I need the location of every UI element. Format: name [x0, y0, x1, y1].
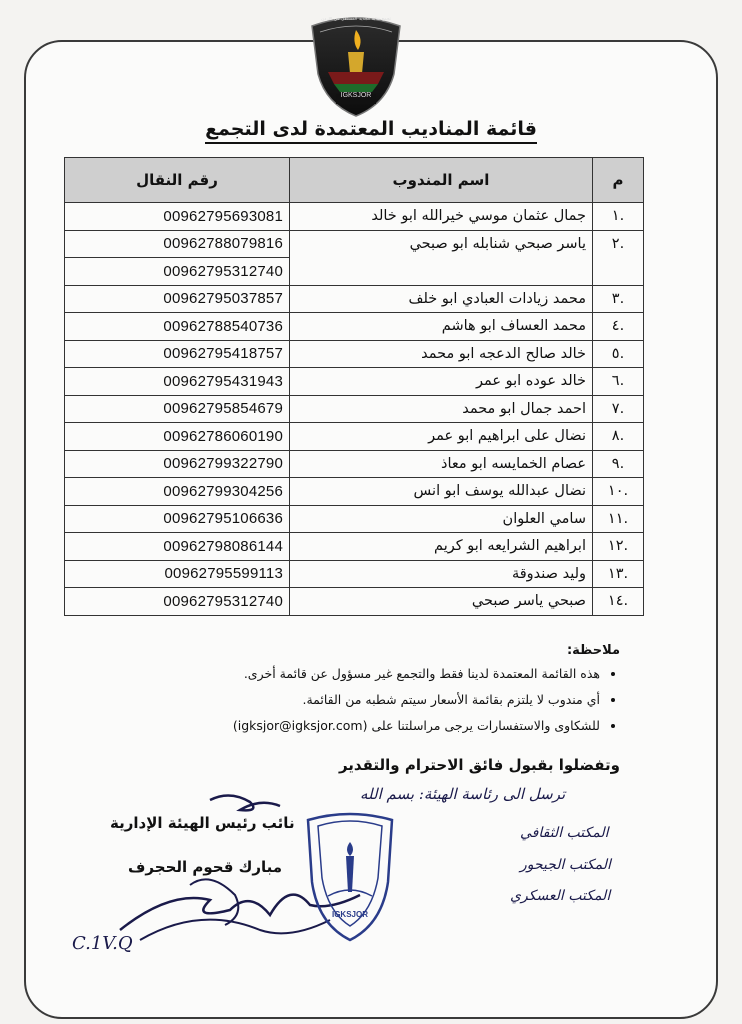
note-item: • أي مندوب لا يلتزم بقائمة الأسعار سيتم شطبه من القائمة.	[80, 692, 600, 708]
notes-title: ملاحظة:	[566, 643, 620, 658]
delegate-name: ياسر صبحي شنابله ابو صبحي	[290, 230, 593, 258]
delegate-phone: 00962795106636	[65, 505, 290, 533]
table-row	[65, 588, 644, 616]
table-row	[65, 560, 644, 588]
signatory-title: نائب رئيس الهيئة الإدارية	[110, 814, 295, 832]
row-number: .٤	[593, 313, 644, 341]
table-row	[65, 450, 644, 478]
delegate-name: محمد زيادات العبادي ابو خلف	[290, 285, 593, 313]
table-row	[65, 423, 644, 451]
table-row	[65, 505, 644, 533]
delegate-phone: 00962799304256	[65, 478, 290, 506]
table-row	[65, 340, 644, 368]
row-number: .٦	[593, 368, 644, 396]
table-row	[65, 285, 644, 313]
delegate-phone: 00962795312740	[65, 258, 290, 286]
page-title: قائمة المناديب المعتمدة لدى التجمع	[0, 118, 742, 140]
row-number: .٢	[593, 230, 644, 258]
row-number: .١٢	[593, 533, 644, 561]
delegate-name	[290, 258, 593, 286]
delegate-name: وليد صندوقة	[290, 560, 593, 588]
row-number: .٩	[593, 450, 644, 478]
delegate-phone: 00962795312740	[65, 588, 290, 616]
handwritten-line: ترسل الى رئاسة الهيئة: بسم الله	[360, 785, 566, 803]
table-row	[65, 395, 644, 423]
row-number: .١	[593, 203, 644, 231]
delegate-phone: 00962786060190	[65, 423, 290, 451]
delegate-phone: 00962795037857	[65, 285, 290, 313]
delegate-name: نضال على ابراهيم ابو عمر	[290, 423, 593, 451]
stamp-label: IGKSJOR	[331, 910, 368, 919]
handwritten-line: المكتب العسكري	[510, 888, 611, 904]
row-number: .١١	[593, 505, 644, 533]
delegate-phone: 00962799322790	[65, 450, 290, 478]
row-number	[593, 258, 644, 286]
table-row	[65, 258, 644, 286]
delegate-phone: 00962795693081	[65, 203, 290, 231]
logo-arc-text: تجمع نقابة الجديد المستقل في الاردن	[321, 17, 391, 22]
delegate-phone: 00962795599113	[65, 560, 290, 588]
signatory-name: مبارك قحوم الحجرف	[128, 858, 283, 876]
delegates-table	[64, 157, 644, 616]
delegate-name: جمال عثمان موسي خيرالله ابو خالد	[290, 203, 593, 231]
note-item: • هذه القائمة المعتمدة لدينا فقط والتجمع غير مسؤول عن قائمة أخرى.	[80, 666, 600, 682]
logo-label: IGKSJOR	[340, 92, 372, 99]
note-item: • للشكاوى والاستفسارات يرجى مراسلتنا على (igksjor@igksjor.com)	[80, 718, 600, 734]
delegate-phone: 00962788079816	[65, 230, 290, 258]
delegate-phone: 00962798086144	[65, 533, 290, 561]
delegate-name: ابراهيم الشرايعه ابو كريم	[290, 533, 593, 561]
organization-logo	[306, 12, 406, 120]
delegate-name: خالد صالح الدعجه ابو محمد	[290, 340, 593, 368]
header-name: اسم المندوب	[290, 158, 593, 203]
header-number: م	[593, 158, 644, 203]
handwritten-date: C.1V.Q	[72, 933, 133, 954]
handwritten-line: المكتب الثقافي	[520, 825, 609, 841]
row-number: .١٠	[593, 478, 644, 506]
delegate-name: خالد عوده ابو عمر	[290, 368, 593, 396]
delegate-phone: 00962795418757	[65, 340, 290, 368]
table-row	[65, 203, 644, 231]
row-number: .٧	[593, 395, 644, 423]
row-number: .١٤	[593, 588, 644, 616]
delegate-name: عصام الخمايسه ابو معاذ	[290, 450, 593, 478]
table-row	[65, 478, 644, 506]
delegate-phone: 00962795854679	[65, 395, 290, 423]
delegate-name: سامي العلوان	[290, 505, 593, 533]
table-row	[65, 313, 644, 341]
delegate-phone: 00962788540736	[65, 313, 290, 341]
table-row	[65, 368, 644, 396]
delegate-phone: 00962795431943	[65, 368, 290, 396]
handwritten-line: المكتب الجيحور	[520, 857, 611, 873]
table-row	[65, 230, 644, 258]
closing-line: وتفضلوا بقبول فائق الاحترام والتقدير	[338, 756, 620, 774]
official-stamp	[302, 812, 398, 944]
delegate-name: صبحي ياسر صبحي	[290, 588, 593, 616]
row-number: .١٣	[593, 560, 644, 588]
delegate-name: محمد العساف ابو هاشم	[290, 313, 593, 341]
delegate-name: نضال عبدالله يوسف ابو انس	[290, 478, 593, 506]
delegate-name: احمد جمال ابو محمد	[290, 395, 593, 423]
row-number: .٥	[593, 340, 644, 368]
header-phone: رقم النقال	[65, 158, 290, 203]
row-number: .٣	[593, 285, 644, 313]
table-row	[65, 533, 644, 561]
row-number: .٨	[593, 423, 644, 451]
notes-list	[80, 662, 622, 744]
table-header-row	[65, 158, 644, 203]
